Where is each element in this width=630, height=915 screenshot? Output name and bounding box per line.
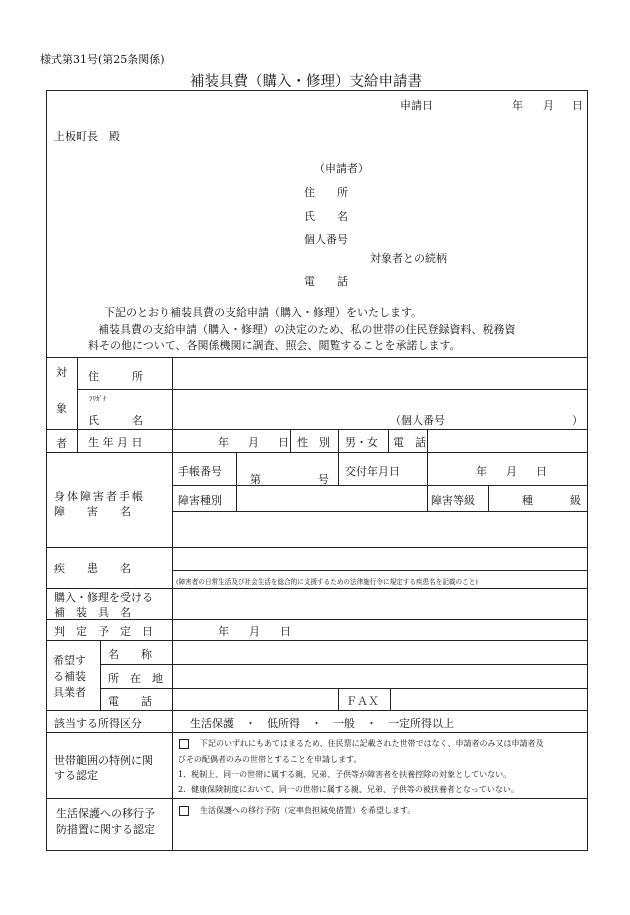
birth-year: 年: [218, 436, 229, 449]
household-text-2: びその配偶者のみの世帯とすることを申請します。: [178, 755, 362, 764]
applicant-mynumber-label: 個人番号: [304, 233, 348, 246]
schedule-month: 月: [249, 625, 260, 638]
vendor-side-1: 希望す: [53, 654, 86, 667]
disability-type-label: 障害種別: [178, 494, 222, 507]
subject-side-3: 者: [56, 437, 67, 450]
income-options: 生活保護 ・ 低所得 ・ 一般 ・ 一定所得以上: [190, 717, 454, 730]
subject-mynumber-close: ）: [572, 414, 583, 427]
schedule-label: 判 定 予 定 日: [54, 625, 153, 638]
household-label-1: 世帯範囲の特例に関: [54, 754, 153, 767]
subject-address-label: 住 所: [88, 370, 143, 383]
sex-label: 性 別: [297, 436, 330, 449]
subject-side-1: 対: [56, 366, 67, 379]
disease-note: (障害者の日常生活及び社会生活を総合的に支援するための法律施行令に規定する疾患名を記載のこと): [176, 578, 478, 586]
vendor-phone-label: 電 話: [108, 695, 152, 708]
subject-mynumber-open: （個人番号: [390, 414, 445, 427]
vendor-fax-label: ＦＡＸ: [346, 695, 379, 708]
page-title: 補装具費（購入・修理）支給申請書: [190, 74, 422, 90]
transition-checkbox[interactable]: [179, 806, 189, 816]
statement-line-2: 補装具費の支給申請（購入・修理）の決定のため、私の世帯の住民登録資料、税務資: [98, 323, 516, 336]
addressee: 上板町長 殿: [54, 130, 120, 143]
techo-number-label: 手帳番号: [178, 465, 222, 478]
transition-text: 生活保護への移行予防（定率負担減免措置）を希望します。: [200, 806, 416, 815]
household-checkbox[interactable]: [179, 739, 189, 749]
relation-label: 対象者との続柄: [370, 252, 447, 265]
birth-label: 生 年 月 日: [88, 436, 143, 449]
household-label-2: する認定: [54, 769, 98, 782]
furigana-label: ﾌﾘｶﾞﾅ: [89, 395, 107, 403]
issue-day: 日: [536, 465, 547, 478]
household-text-1: 下記のいずれにもあてはまるため、住民票に記載された世帯ではなく、申請者のみ又は申請者及: [200, 739, 544, 748]
vendor-side-3: 具業者: [53, 686, 86, 699]
form-number: 様式第31号(第25条関係): [40, 53, 165, 66]
household-item-2: 2．健康保険制度において、同一の世帯に属する親、兄弟、子供等の被扶養者となっていない。: [178, 785, 519, 794]
device-label-1: 購入・修理を受ける: [54, 591, 153, 604]
transition-label-2: 防措置に関する認定: [56, 823, 155, 836]
application-date-label: 申請日: [400, 99, 433, 112]
income-label: 該当する所得区分: [54, 717, 142, 730]
applicant-label: （申請者）: [314, 162, 369, 175]
date-year: 年: [512, 99, 523, 112]
statement-line-3: 料その他について、各関係機関に調査、照会、閲覧することを承諾します。: [88, 339, 461, 352]
date-day: 日: [572, 99, 583, 112]
vendor-name-label: 名 称: [108, 648, 152, 661]
schedule-day: 日: [280, 625, 291, 638]
applicant-phone-label: 電 話: [304, 275, 348, 288]
issue-month: 月: [506, 465, 517, 478]
disability-label-1: 身体障害者手帳: [54, 490, 145, 503]
birth-month: 月: [248, 436, 259, 449]
statement-line-1: 下記のとおり補装具費の支給申請（購入・修理）をいたします。: [104, 306, 423, 319]
vendor-location-label: 所 在 地: [108, 672, 163, 685]
household-item-1: 1．税制上、同一の世帯に属する親、兄弟、子供等が障害者を扶養控除の対象としていない。: [178, 770, 512, 779]
sex-value: 男・女: [345, 436, 378, 449]
disease-label: 疾 患 名: [54, 562, 131, 575]
disability-grade-label: 障害等級: [431, 494, 475, 507]
vendor-side-2: る補装: [53, 670, 86, 683]
schedule-year: 年: [218, 625, 229, 638]
transition-label-1: 生活保護への移行予: [56, 807, 155, 820]
subject-name-label: 氏 名: [88, 414, 143, 427]
disability-label-2: 障 害 名: [54, 505, 131, 518]
techo-go: 号: [318, 473, 329, 486]
subject-side-2: 象: [56, 402, 67, 415]
subject-phone-label: 電 話: [393, 436, 426, 449]
device-label-2: 補 装 具 名: [54, 606, 131, 619]
applicant-name-label: 氏 名: [304, 210, 348, 223]
techo-dai: 第: [250, 473, 261, 486]
date-month: 月: [543, 99, 554, 112]
birth-day: 日: [278, 436, 289, 449]
issue-date-label: 交付年月日: [345, 465, 400, 478]
grade-shu: 種: [522, 494, 533, 507]
applicant-address-label: 住 所: [304, 186, 348, 199]
grade-kyu: 級: [570, 494, 581, 507]
issue-year: 年: [476, 465, 487, 478]
